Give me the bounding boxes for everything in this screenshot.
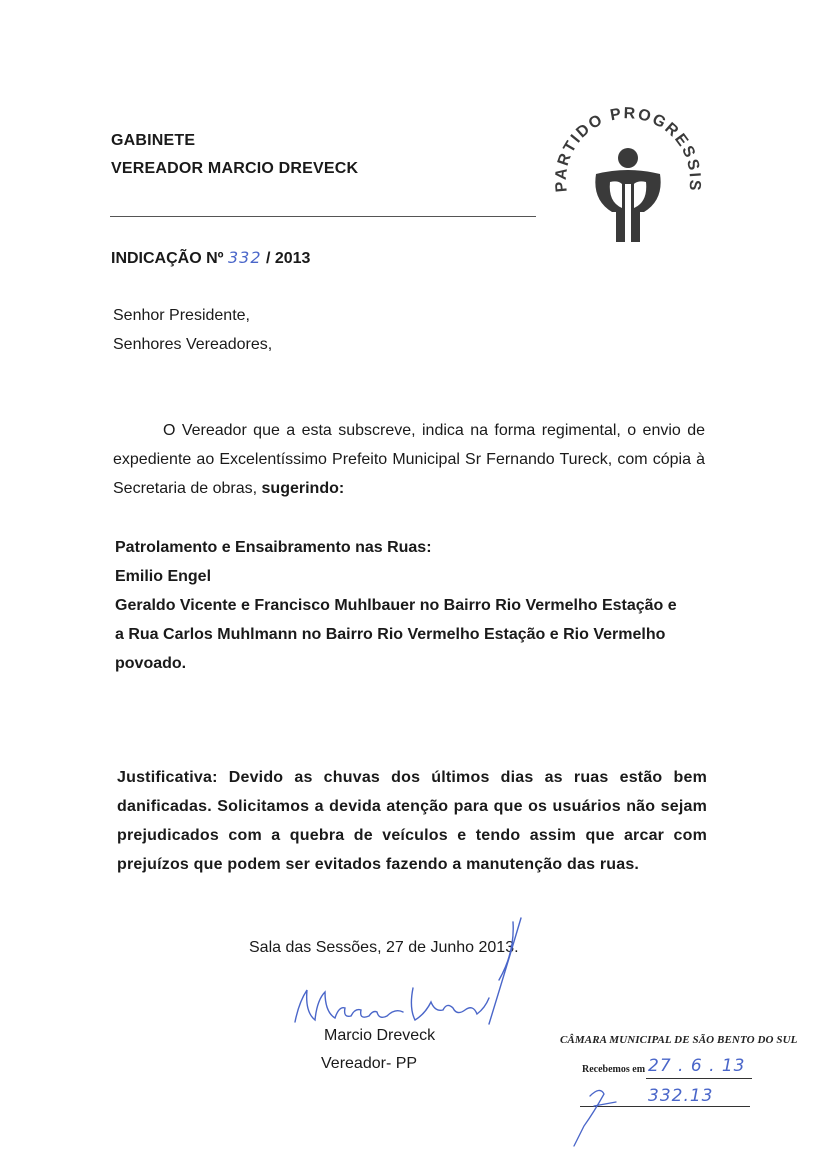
body-emphasis: sugerindo: [261,480,345,497]
stamp-received-label: Recebemos em [582,1064,646,1075]
salutation-councillors: Senhores Vereadores, [113,336,273,353]
request-line: Emilio Engel [115,568,212,585]
stamp-received-date-handwritten: 27 . 6 . 13 [648,1056,746,1076]
salutation-president: Senhor Presidente, [113,307,250,324]
stamp-date-line [646,1078,752,1079]
request-line: Patrolamento e Ensaibramento nas Ruas: [115,539,432,556]
partido-progressista-logo-icon [548,104,708,246]
place-and-date: Sala das Sessões, 27 de Junho 2013. [249,939,519,956]
indicacao-number-handwritten: 332 [227,248,262,267]
signer-name: Marcio Dreveck [324,1027,436,1044]
body-paragraph [113,416,705,503]
request-line: povoado. [115,655,187,672]
signer-role: Vereador- PP [321,1055,418,1072]
stamp-protocol-handwritten: 332.13 [648,1086,714,1106]
cabinet-title: GABINETE [111,132,196,149]
svg-text:PARTIDO PROGRESSISTA: PARTIDO PROGRESSIS [552,105,704,194]
body-text: O Vereador que a esta subscreve, indica na forma regimental, o envio de expediente ao Excelentíssimo Prefeito Municipal Sr Fernando Tureck, com cópia à Secretaria de obras, [113,422,705,497]
indicacao-year: / 2013 [265,250,311,267]
indicacao-prefix: INDICAÇÃO Nº [111,250,224,267]
request-block [115,533,715,678]
justification-paragraph: Justificativa: Devido as chuvas dos últimos dias as ruas estão bem danificadas. Solicitamos a devida atenção para que os usuários não sejam prejudicados com a quebra de veículos e tendo assim que arcar com prejuízos que podem ser evitados fazendo a manutenção das ruas. [117,769,707,873]
request-line: Geraldo Vicente e Francisco Muhlbauer no Bairro Rio Vermelho Estação e [115,597,677,614]
stamp-title: CÂMARA MUNICIPAL DE SÃO BENTO DO SUL [560,1034,798,1046]
handwritten-signature-icon [285,912,525,1042]
councillor-name: VEREADOR MARCIO DREVECK [111,160,359,177]
header-divider [110,216,536,217]
request-line: a Rua Carlos Muhlmann no Bairro Rio Vermelho Estação e Rio Vermelho [115,626,666,643]
stamp-initials-icon [570,1082,650,1152]
indicacao-heading [111,248,310,268]
